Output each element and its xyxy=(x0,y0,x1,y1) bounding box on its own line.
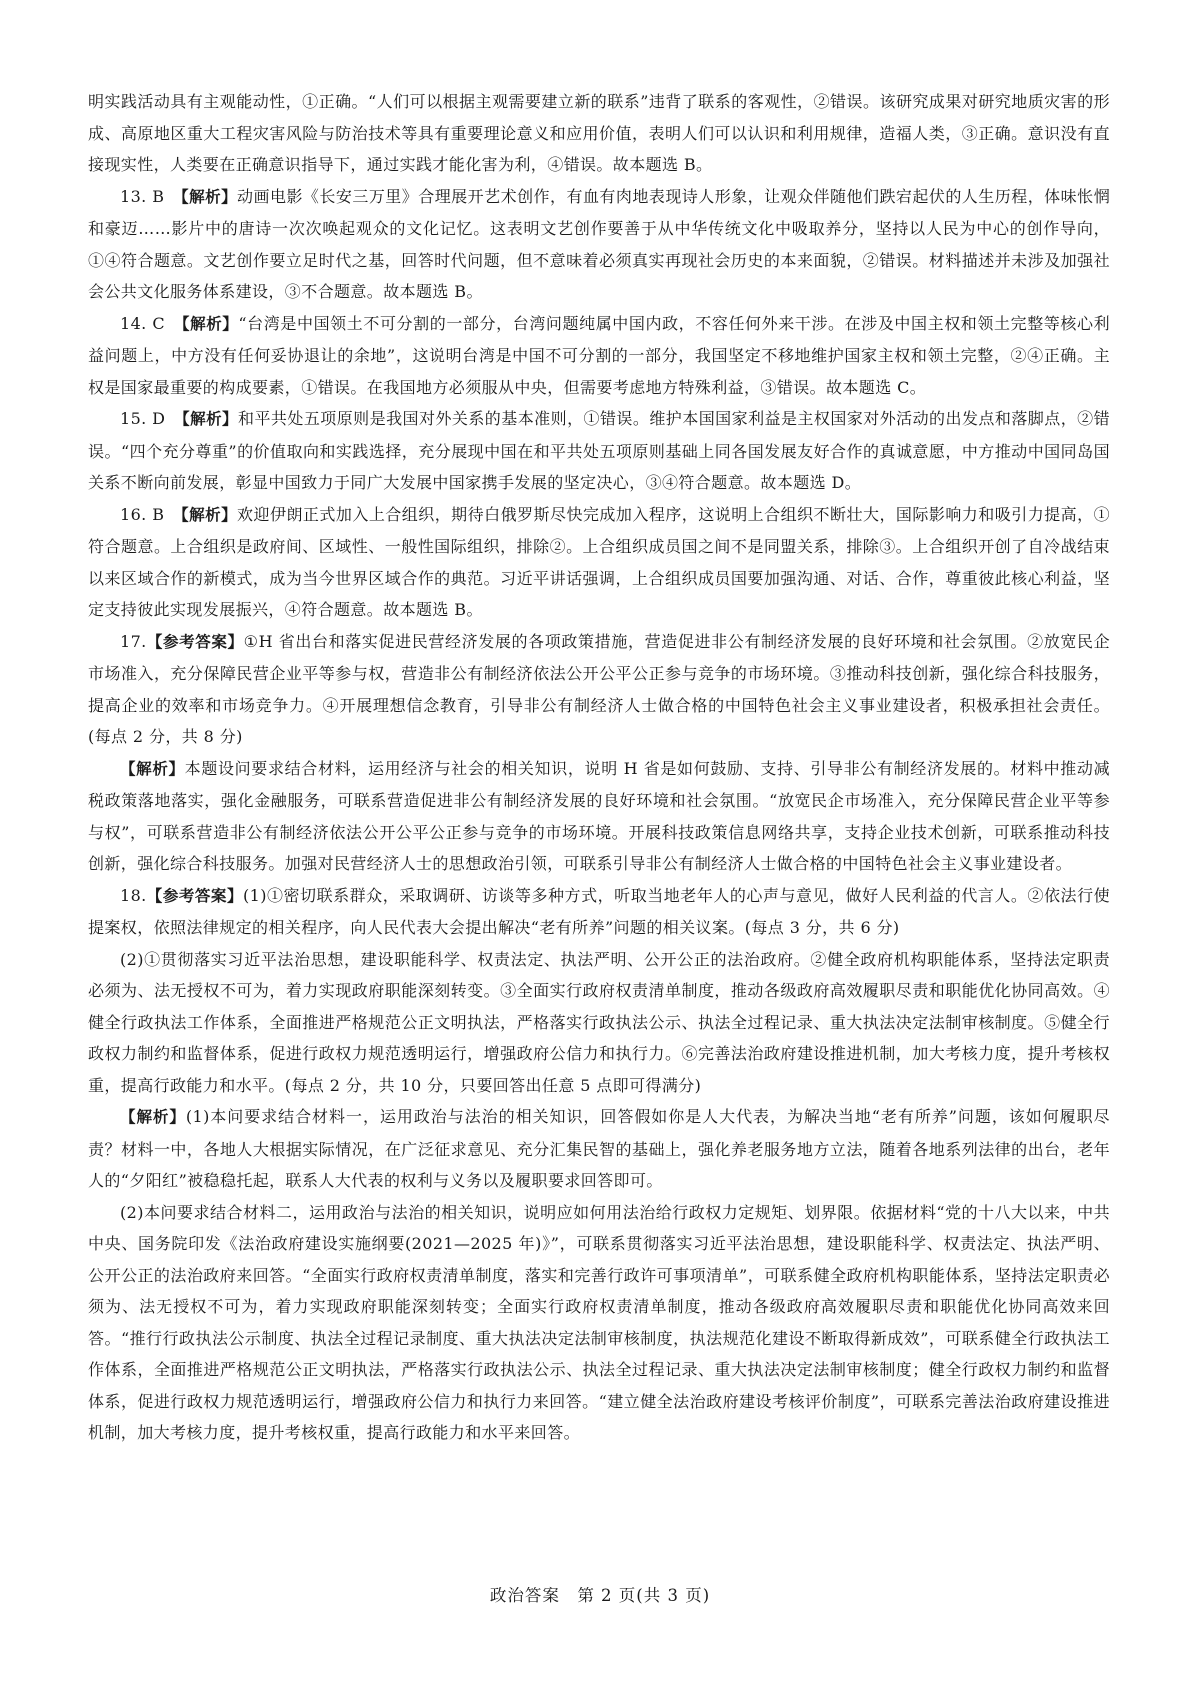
paragraph-text: 明实践活动具有主观能动性，①正确。“人们可以根据主观需要建立新的联系”违背了联系的客观性，②错误。该研究成果对研究地质灾害的形成、高原地区重大工程灾害风险与防治技术等具有重要理论意义和应用价值，表明人们可以认识和利用规律，造福人类，③正确。意识没有直接现实性，人类要在正确意识指导下，通过实践才能化害为利，④错误。故本题选 B。 xyxy=(88,92,1110,174)
paragraph-continuation xyxy=(88,86,1110,181)
answer-17-reference xyxy=(88,626,1110,753)
paragraph-text: (2)本问要求结合材料二，运用政治与法治的相关知识，说明应如何用法治给行政权力定规矩、划界限。依据材料“党的十八大以来，中共中央、国务院印发《法治政府建设实施纲要(2021—2025 年)》”，可联系贯彻落实习近平法治思想，建设职能科学、权责法定、执法严明、公开公正的法治政府来回答。“全面实行政府权责清单制度，落实和完善行政许可事项清单”，可联系健全政府机构职能体系，坚持法定职责必须为、法无授权不可为，着力实现政府职能深刻转变；全面实行政府权责清单制度，推动各级政府高效履职尽责和职能优化协同高效来回答。“推行行政执法公示制度、执法全过程记录制度、重大执法决定法制审核制度，执法规范化建设不断取得新成效”，可联系健全行政执法工作体系，全面推进严格规范公正文明执法，严格落实行政执法公示、执法全过程记录、重大执法决定法制审核制度；健全行政权力制约和监督体系，促进行政权力规范透明运行，增强政府公信力和执行力来回答。“建立健全法治政府建设考核评价制度”，可联系完善法治政府建设推进机制，加大考核力度，提升考核权重，提高行政能力和水平来回答。 xyxy=(88,1202,1110,1442)
analysis-tag: 【解析】 xyxy=(180,187,238,206)
question-number: 17. xyxy=(120,631,147,651)
paragraph-text: 欢迎伊朗正式加入上合组织，期待白俄罗斯尽快完成加入程序，这说明上合组织不断壮大，国际影响力和吸引力提高，①符合题意。上合组织是政府间、区域性、一般性国际组织，排除②。上合组织成员国之间不是同盟关系，排除③。上合组织开创了自冷战结束以来区域合作的新模式，成为当今世界区域合作的典范。习近平讲话强调，上合组织成员国要加强沟通、对话、合作，尊重彼此核心利益，坚定支持彼此实现发展振兴，④符合题意。故本题选 B。 xyxy=(88,504,1110,619)
paragraph-text: (2)①贯彻落实习近平法治思想，建设职能科学、权责法定、执法严明、公开公正的法治政府。②健全政府机构职能体系，坚持法定职责必须为、法无授权不可为，着力实现政府职能深刻转变。③全面实行政府权责清单制度，推动各级政府高效履职尽责和职能优化协同高效。④健全行政执法工作体系，全面推进严格规范公正文明执法，严格落实行政执法公示、执法全过程记录、重大执法决定法制审核制度。⑤健全行政权力制约和监督体系，促进行政权力规范透明运行，增强政府公信力和执行力。⑥完善法治政府建设推进机制，加大考核力度，提升考核权重，提高行政能力和水平。(每点 2 分，共 10 分，只要回答出任意 5 点即可得满分) xyxy=(88,949,1110,1095)
answer-13 xyxy=(88,181,1110,308)
question-number: 13. B xyxy=(120,186,181,206)
answer-14 xyxy=(88,308,1110,404)
paragraph-text: (1)本问要求结合材料一，运用政治与法治的相关知识，回答假如你是人大代表，为解决当地“老有所养”问题，该如何履职尽责？材料一中，各地人大根据实际情况，在广泛征求意见、充分汇集民智的基础上，强化养老服务地方立法，随着各地系列法律的出台，老年人的“夕阳红”被稳稳托起，联系人大代表的权利与义务以及履职要求回答即可。 xyxy=(88,1107,1111,1190)
answer-16 xyxy=(88,499,1110,626)
reference-answer-tag: 【参考答案】 xyxy=(146,886,243,905)
paragraph-text: 动画电影《长安三万里》合理展开艺术创作，有血有肉地表现诗人形象，让观众伴随他们跌宕起伏的人生历程，体味怅惘和豪迈……影片中的唐诗一次次唤起观众的文化记忆。这表明文艺创作要善于从中华传统文化中吸取养分，坚持以人民为中心的创作导向，①④符合题意。文艺创作要立足时代之基，回答时代问题，但不意味着必须真实再现社会历史的本来面貌，②错误。材料描述并未涉及加强社会公共文化服务体系建设，③不合题意。故本题选 B。 xyxy=(88,186,1110,301)
paragraph-text: (1)①密切联系群众，采取调研、访谈等多种方式，听取当地老年人的心声与意见，做好人民利益的代言人。②依法行使提案权，依照法律规定的相关程序，向人民代表大会提出解决“老有所养”问题的相关议案。(每点 3 分，共 6 分) xyxy=(88,885,1110,937)
answer-18-analysis-part-2 xyxy=(88,1197,1110,1449)
question-number: 15. D xyxy=(120,409,182,428)
analysis-tag: 【解析】 xyxy=(120,759,185,778)
page-footer: 政治答案 第 2 页(共 3 页) xyxy=(489,1586,711,1605)
answer-15 xyxy=(88,403,1110,499)
answer-17-analysis xyxy=(88,753,1110,880)
answer-18-reference-part-2 xyxy=(88,944,1110,1102)
paragraph-text: “台湾是中国领土不可分割的一部分，台湾问题纯属中国内政，不容任何外来干涉。在涉及中国主权和领土完整等核心利益问题上，中方没有任何妥协退让的余地”，这说明台湾是中国不可分割的一部分，我国坚定不移地维护国家主权和领土完整，②④正确。主权是国家最重要的构成要素，①错误。在我国地方必须服从中央，但需要考虑地方特殊利益，③错误。故本题选 C。 xyxy=(88,313,1110,397)
paragraph-text: 和平共处五项原则是我国对外关系的基本准则，①错误。维护本国国家利益是主权国家对外活动的出发点和落脚点，②错误。“四个充分尊重”的价值取向和实践选择，充分展现中国在和平共处五项原则基础上同各国发展友好合作的真诚意愿，中方推动中国同岛国关系不断向前发展，彰显中国致力于同广大发展中国家携手发展的坚定决心，③④符合题意。故本题选 D。 xyxy=(88,409,1110,492)
paragraph-text: ①H 省出台和落实促进民营经济发展的各项政策措施，营造促进非公有制经济发展的良好环境和社会氛围。②放宽民企市场准入，充分保障民营企业平等参与权，营造非公有制经济依法公开公平公正参与竞争的市场环境。③推动科技创新，强化综合科技服务，提高企业的效率和市场竞争力。④开展理想信念教育，引导非公有制经济人士做合格的中国特色社会主义事业建设者，积极承担社会责任。(每点 2 分，共 8 分) xyxy=(88,631,1110,746)
answer-document xyxy=(88,86,1110,1449)
analysis-tag: 【解析】 xyxy=(180,505,238,524)
question-number: 18. xyxy=(120,885,147,905)
answer-18-reference xyxy=(88,880,1110,944)
analysis-tag: 【解析】 xyxy=(181,410,238,428)
analysis-tag: 【解析】 xyxy=(181,314,239,333)
reference-answer-tag: 【参考答案】 xyxy=(146,632,244,651)
analysis-tag: 【解析】 xyxy=(120,1108,186,1126)
answer-18-analysis xyxy=(88,1101,1110,1197)
paragraph-text: 本题设问要求结合材料，运用经济与社会的相关知识，说明 H 省是如何鼓励、支持、引导非公有制经济发展的。材料中推动减税政策落地落实，强化金融服务，可联系营造促进非公有制经济发展的良好环境和社会氛围。“放宽民企市场准入，充分保障民营企业平等参与权”，可联系营造非公有制经济依法公开公平公正参与竞争的市场环境。开展科技政策信息网络共享，支持企业技术创新，可联系推动科技创新，强化综合科技服务。加强对民营经济人士的思想政治引领，可联系引导非公有制经济人士做合格的中国特色社会主义事业建设者。 xyxy=(88,758,1110,873)
question-number: 14. C xyxy=(120,313,182,333)
question-number: 16. B xyxy=(120,504,181,524)
